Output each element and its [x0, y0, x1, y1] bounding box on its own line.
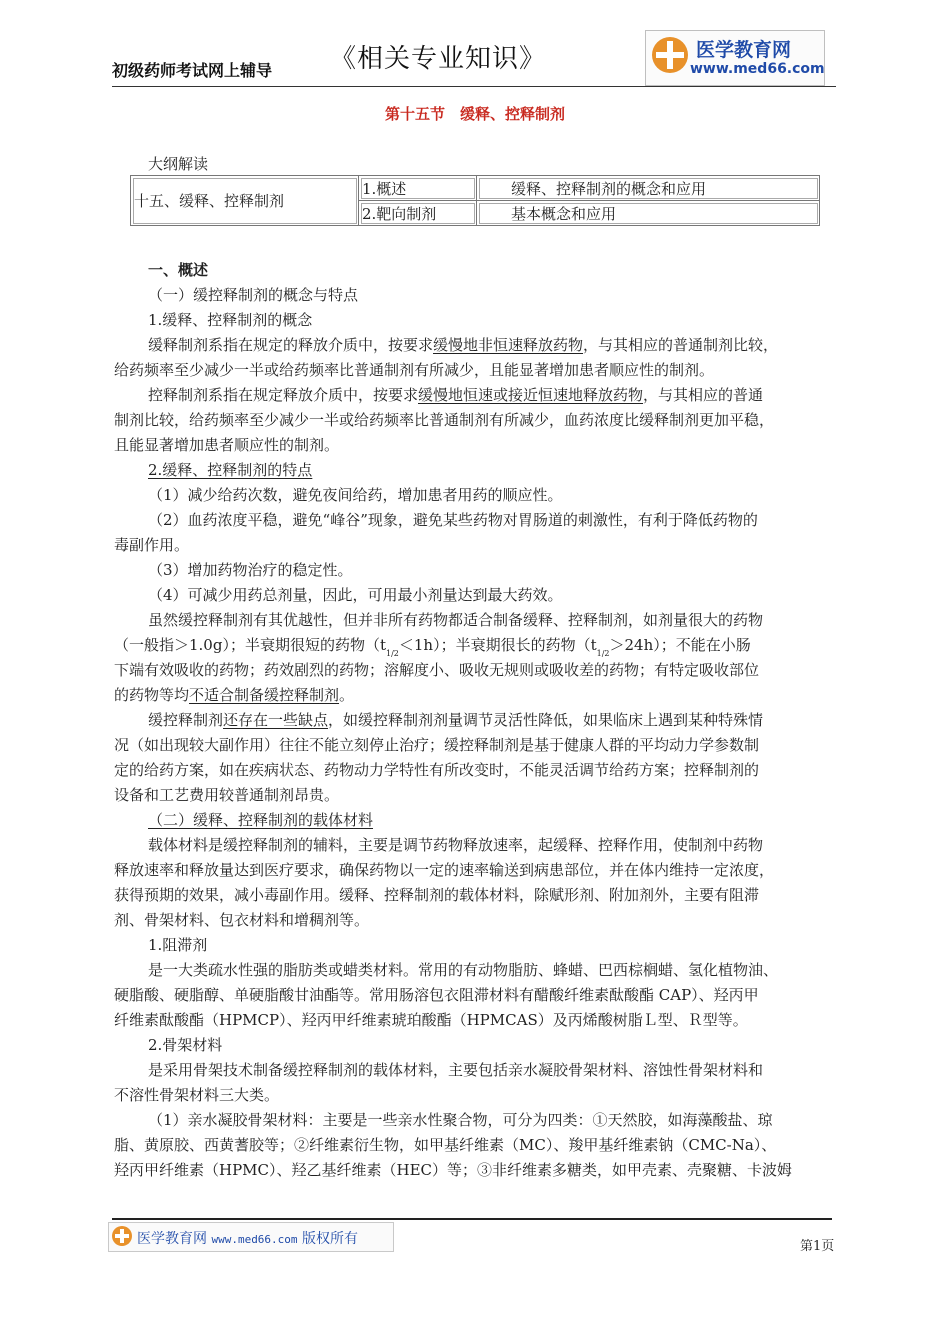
paragraph-line: 是采用骨架技术制备缓控释制剂的载体材料，主要包括亲水凝胶骨架材料、溶蚀性骨架材料和: [148, 1061, 764, 1079]
list-item: （4）可减少用药总剂量，因此，可用最小剂量达到最大药效。: [148, 586, 563, 604]
subheading: 2.骨架材料: [148, 1036, 223, 1054]
heading-overview: 一、概述: [148, 261, 209, 279]
paragraph-line: （一般指＞1.0g）；半衰期很短的药物$(t_{1/2}<1h)$；半衰期很长的药物$(t_{1/2}>24h)$；不能在小肠: [114, 636, 751, 658]
paragraph-line: 的药物等均不适合制备缓控释制剂。: [114, 686, 355, 704]
paragraph-line: 虽然缓控释制剂有其优越性，但并非所有药物都适合制备缓释、控释制剂，如剂量很大的药物: [148, 611, 764, 629]
underlined-term: 缓慢地非恒速释放药物: [433, 336, 584, 354]
subheading: 1.阻滞剂: [148, 936, 208, 954]
footer-logo[interactable]: [108, 1222, 394, 1252]
paragraph-line: 释放速率和释放量达到医疗要求，确保药物以一定的速率输送到病患部位，并在体内维持一定浓度，: [114, 861, 775, 879]
paragraph-line: 缓控释制剂还存在一些缺点，如缓控释制剂剂量调节灵活性降低，如果临床上遇到某种特殊情: [148, 711, 764, 729]
paragraph-line: 且能显著增加患者顺应性的制剂。: [114, 436, 340, 454]
paragraph-line: 缓释制剂系指在规定的释放介质中，按要求缓慢地非恒速释放药物，与其相应的普通制剂比较，: [148, 336, 779, 354]
logo-url: www.med66.com: [690, 61, 825, 77]
paragraph-line: 况（如出现较大副作用）往往不能立刻停止治疗；缓控释制剂是基于健康人群的平均动力学参数制: [114, 736, 760, 754]
syllabus-table: [130, 175, 820, 226]
subheading: 2.缓释、控释制剂的特点: [148, 461, 313, 479]
underlined-term: 缓慢地恒速或接近恒速地释放药物: [418, 386, 644, 404]
header-divider: [112, 86, 836, 87]
table-row: [131, 176, 820, 201]
paragraph-line: 载体材料是缓控释制剂的辅料，主要是调节药物释放速率，起缓释、控释作用，使制剂中药物: [148, 836, 764, 854]
list-item: （2）血药浓度平稳，避免“峰谷”现象，避免某些药物对胃肠道的刺激性，有利于降低药物的: [148, 511, 758, 529]
paragraph-line: 硬脂酸、硬脂醇、单硬脂酸甘油酯等。常用肠溶包衣阻滞材料有醋酸纤维素酞酸酯 CAP）、羟丙甲: [114, 986, 759, 1004]
syllabus-content: 基本概念和应用: [477, 201, 820, 226]
paragraph-line: 是一大类疏水性强的脂肪类或蜡类材料。常用的有动物脂肪、蜂蜡、巴西棕榈蜡、氢化植物油、: [148, 961, 779, 979]
subheading: 1.缓释、控释制剂的概念: [148, 311, 313, 329]
document-title: 《相关专业知识》: [330, 44, 547, 74]
paragraph-line: 定的给药方案，如在疾病状态、药物动力学特性有所改变时，不能灵活调节给药方案；控释制剂的: [114, 761, 760, 779]
list-item: 毒副作用。: [114, 536, 190, 554]
paragraph-line: 给药频率至少减少一半或给药频率比普通制剂有所减少，且能显著增加患者顺应性的制剂。: [114, 361, 715, 379]
syllabus-unit: 2.靶向制剂: [359, 201, 477, 226]
section-title: 第十五节 缓释、控释制剂: [384, 105, 565, 123]
header-left-label: 初级药师考试网上辅导: [112, 61, 273, 80]
syllabus-topic: 十五、缓释、控释制剂: [131, 176, 359, 226]
paragraph-line: （1）亲水凝胶骨架材料：主要是一些亲水性聚合物，可分为四类：①天然胶，如海藻酸盐、琼: [148, 1111, 773, 1129]
paragraph-line: 脂、黄原胶、西黄蓍胶等；②纤维素衍生物，如甲基纤维素（MC）、羧甲基纤维素钠（CMC-Na）、: [114, 1136, 777, 1154]
cross-emblem-icon: [652, 37, 688, 73]
subheading: （二）缓释、控释制剂的载体材料: [148, 811, 374, 829]
site-logo[interactable]: [645, 30, 825, 86]
footer-rights: 版权所有: [302, 1231, 358, 1247]
page-number: 第1页: [800, 1239, 835, 1254]
paragraph-line: 获得预期的效果，减小毒副作用。缓释、控释制剂的载体材料，除赋形剂、附加剂外，主要有阻滞: [114, 886, 760, 904]
underlined-term: 不适合制备缓控释制剂: [189, 686, 340, 704]
syllabus-unit: 1.概述: [359, 176, 477, 201]
cross-emblem-icon: [112, 1226, 132, 1246]
syllabus-content: 缓释、控释制剂的概念和应用: [477, 176, 820, 201]
paragraph-line: 控释制剂系指在规定释放介质中，按要求缓慢地恒速或接近恒速地释放药物，与其相应的普通: [148, 386, 764, 404]
paragraph-line: 剂、骨架材料、包衣材料和增稠剂等。: [114, 911, 370, 929]
footer-logo-name: 医学教育网: [137, 1231, 207, 1247]
footer-divider: [112, 1218, 832, 1220]
paragraph-line: 下端有效吸收的药物；药效剧烈的药物；溶解度小、吸收无规则或吸收差的药物；有特定吸收部位: [114, 661, 760, 679]
list-item: （3）增加药物治疗的稳定性。: [148, 561, 353, 579]
logo-name: 医学教育网: [696, 39, 792, 61]
outline-label: 大纲解读: [148, 155, 209, 173]
subheading: （一）缓控释制剂的概念与特点: [148, 286, 359, 304]
underlined-term: 还存在一些缺点: [223, 711, 329, 729]
paragraph-line: 羟丙甲纤维素（HPMC）、羟乙基纤维素（HEC）等；③非纤维素多糖类，如甲壳素、壳聚糖、卡波姆: [114, 1161, 793, 1179]
paragraph-line: 设备和工艺费用较普通制剂昂贵。: [114, 786, 340, 804]
paragraph-line: 不溶性骨架材料三大类。: [114, 1086, 280, 1104]
paragraph-line: 制剂比较，给药频率至少减少一半或给药频率比普通制剂有所减少，血药浓度比缓释制剂更加平稳，: [114, 411, 775, 429]
paragraph-line: 纤维素酞酸酯（HPMCP）、羟丙甲纤维素琥珀酸酯（HPMCAS）及丙烯酸树脂Ｌ型、Ｒ型等。: [114, 1011, 748, 1029]
list-item: （1）减少给药次数，避免夜间给药，增加患者用药的顺应性。: [148, 486, 563, 504]
footer-logo-url: www.med66.com: [211, 1233, 298, 1246]
